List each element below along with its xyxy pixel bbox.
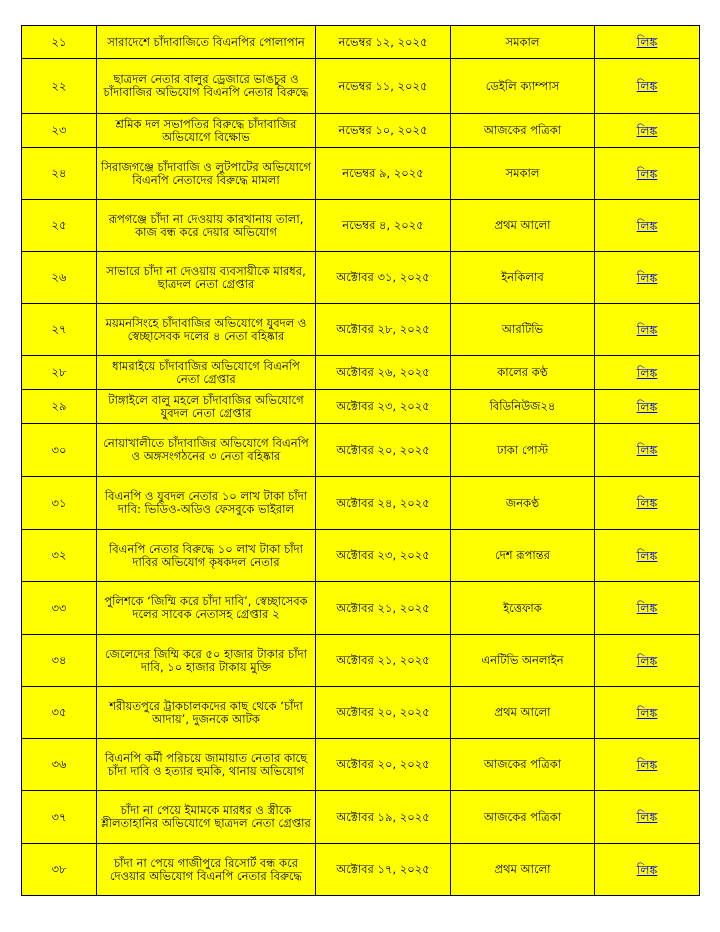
news-headline: সিরাজগঞ্জে চাঁদাবাজি ও লুটপাটের অভিযোগে বিএনপি নেতাদের বিরুদ্ধে মামলা — [97, 148, 316, 200]
news-source: দেশ রূপান্তর — [451, 530, 595, 582]
row-number: ৩৭ — [22, 791, 97, 844]
news-date: অক্টোবর ১৭, ২০২৫ — [316, 844, 451, 896]
link-cell — [595, 59, 700, 114]
news-date: অক্টোবর ২৬, ২০২৫ — [316, 356, 451, 390]
news-date: নভেম্বর ১১, ২০২৫ — [316, 59, 451, 114]
news-date: নভেম্বর ৯, ২০২৫ — [316, 148, 451, 200]
news-link[interactable]: লিঙ্ক — [636, 122, 658, 138]
news-source: ইত্তেফাক — [451, 582, 595, 635]
link-cell — [595, 390, 700, 424]
news-link[interactable]: লিঙ্ক — [636, 34, 658, 49]
link-cell — [595, 844, 700, 896]
news-date: নভেম্বর ৪, ২০২৫ — [316, 200, 451, 252]
news-date: অক্টোবর ২৩, ২০২৫ — [316, 530, 451, 582]
news-link[interactable]: লিঙ্ক — [636, 809, 658, 824]
news-source: আজকের পত্রিকা — [451, 791, 595, 844]
news-date: অক্টোবর ২১, ২০২৫ — [316, 582, 451, 635]
row-number: ৩৫ — [22, 687, 97, 739]
news-source: কালের কণ্ঠ — [451, 356, 595, 390]
news-link[interactable]: লিঙ্ক — [636, 364, 658, 380]
news-link[interactable]: লিঙ্ক — [636, 442, 658, 457]
link-cell — [595, 687, 700, 739]
news-date: অক্টোবর ২৮, ২০২৫ — [316, 304, 451, 356]
news-link[interactable]: লিঙ্ক — [636, 321, 658, 337]
news-headline: ময়মনসিংহে চাঁদাবাজির অভিযোগে যুবদল ও স্বেচ্ছাসেবক দলের ৪ নেতা বহিষ্কার — [97, 304, 316, 356]
link-cell — [595, 356, 700, 390]
news-source: ইনকিলাব — [451, 252, 595, 304]
news-source: ডেইলি ক্যাম্পাস — [451, 59, 595, 114]
row-number: ২৪ — [22, 148, 97, 200]
link-cell — [595, 114, 700, 148]
table-row — [22, 739, 700, 791]
link-cell — [595, 200, 700, 252]
link-cell — [595, 477, 700, 530]
news-source: প্রথম আলো — [451, 687, 595, 739]
link-cell — [595, 26, 700, 59]
news-date: অক্টোবর ২০, ২০২৫ — [316, 739, 451, 791]
news-headline: ছাত্রদল নেতার বালুর ড্রেজারে ভাঙচুর ও চাঁদাবাজির অভিযোগ বিএনপি নেতার বিরুদ্ধে — [97, 59, 316, 114]
news-headline: ধামরাইয়ে চাঁদাবাজির অভিযোগে বিএনপি নেতা গ্রেপ্তার — [97, 356, 316, 390]
table-row — [22, 356, 700, 390]
news-source: সমকাল — [451, 148, 595, 200]
news-date: অক্টোবর ২১, ২০২৫ — [316, 635, 451, 687]
news-headline: বিএনপি ও যুবদল নেতার ১০ লাখ টাকা চাঁদা দাবি: ভিডিও-অডিও ফেসবুকে ভাইরাল — [97, 477, 316, 530]
table-row — [22, 26, 700, 59]
row-number: ৩৮ — [22, 844, 97, 896]
news-date: অক্টোবর ২৪, ২০২৫ — [316, 477, 451, 530]
news-headline: চাঁদা না পেয়ে ইমামকে মারধর ও স্ত্রীকে শ্লীলতাহানির অভিযোগে ছাত্রদল নেতা গ্রেপ্তার — [97, 791, 316, 844]
link-cell — [595, 252, 700, 304]
table-row — [22, 844, 700, 896]
news-source: প্রথম আলো — [451, 844, 595, 896]
row-number: ৩৩ — [22, 582, 97, 635]
news-link[interactable]: লিঙ্ক — [636, 600, 658, 615]
table-row — [22, 200, 700, 252]
news-link[interactable]: লিঙ্ক — [636, 165, 658, 181]
news-source: আরটিভি — [451, 304, 595, 356]
table-row — [22, 791, 700, 844]
news-link[interactable]: লিঙ্ক — [636, 861, 658, 877]
news-link[interactable]: লিঙ্ক — [636, 547, 658, 563]
news-source: আজকের পত্রিকা — [451, 739, 595, 791]
table-row — [22, 582, 700, 635]
link-cell — [595, 635, 700, 687]
link-cell — [595, 582, 700, 635]
news-date: অক্টোবর ১৯, ২০২৫ — [316, 791, 451, 844]
table-row — [22, 114, 700, 148]
table-row — [22, 148, 700, 200]
table-row — [22, 530, 700, 582]
row-number: ৩২ — [22, 530, 97, 582]
row-number: ৩৬ — [22, 739, 97, 791]
news-link[interactable]: লিঙ্ক — [636, 652, 658, 668]
news-source: সমকাল — [451, 26, 595, 59]
news-table — [21, 25, 700, 896]
news-headline: নোয়াখালীতে চাঁদাবাজির অভিযোগে বিএনপি ও অঙ্গসংগঠনের ৩ নেতা বহিষ্কার — [97, 424, 316, 477]
row-number: ২৬ — [22, 252, 97, 304]
link-cell — [595, 148, 700, 200]
row-number: ২৩ — [22, 114, 97, 148]
news-link[interactable]: লিঙ্ক — [636, 704, 658, 720]
row-number: ২৭ — [22, 304, 97, 356]
news-headline: শরীয়তপুরে ট্রাকচালকদের কাছ থেকে ‘চাঁদা আদায়’, দুজনকে আটক — [97, 687, 316, 739]
row-number: ৩১ — [22, 477, 97, 530]
news-date: অক্টোবর ২০, ২০২৫ — [316, 687, 451, 739]
row-number: ২৯ — [22, 390, 97, 424]
row-number: ২৮ — [22, 356, 97, 390]
link-cell — [595, 304, 700, 356]
table-row — [22, 304, 700, 356]
table-row — [22, 390, 700, 424]
row-number: ২১ — [22, 26, 97, 59]
news-link[interactable]: লিঙ্ক — [636, 269, 658, 285]
news-source: আজকের পত্রিকা — [451, 114, 595, 148]
news-headline: বিএনপি নেতার বিরুদ্ধে ১০ লাখ টাকা চাঁদা দাবির অভিযোগ কৃষকদল নেতার — [97, 530, 316, 582]
link-cell — [595, 424, 700, 477]
row-number: ২৫ — [22, 200, 97, 252]
news-headline: সাভারে চাঁদা না দেওয়ায় ব্যবসায়ীকে মারধর, ছাত্রদল নেতা গ্রেপ্তার — [97, 252, 316, 304]
news-source: এনটিভি অনলাইন — [451, 635, 595, 687]
table-row — [22, 252, 700, 304]
news-link[interactable]: লিঙ্ক — [636, 78, 658, 93]
news-link[interactable]: লিঙ্ক — [636, 495, 658, 510]
table-row — [22, 424, 700, 477]
news-headline: চাঁদা না পেয়ে গাজীপুরে রিসোর্ট বন্ধ করে দেওয়ার অভিযোগ বিএনপি নেতার বিরুদ্ধে — [97, 844, 316, 896]
news-source: বিডিনিউজ২৪ — [451, 390, 595, 424]
news-source: ঢাকা পোস্ট — [451, 424, 595, 477]
news-date: নভেম্বর ১০, ২০২৫ — [316, 114, 451, 148]
link-cell — [595, 739, 700, 791]
news-headline: বিএনপি কর্মী পরিচয়ে জামায়াত নেতার কাছে চাঁদা দাবি ও হত্যার হুমকি, থানায় অভিযোগ — [97, 739, 316, 791]
news-source: জনকণ্ঠ — [451, 477, 595, 530]
news-link[interactable]: লিঙ্ক — [636, 756, 658, 772]
table-row — [22, 59, 700, 114]
row-number: ৩৪ — [22, 635, 97, 687]
news-headline: টাঙ্গাইলে বালু মহলে চাঁদাবাজির অভিযোগে যুবদল নেতা গ্রেপ্তার — [97, 390, 316, 424]
table-row — [22, 687, 700, 739]
news-headline: রূপগঞ্জে চাঁদা না দেওয়ায় কারখানায় তালা, কাজ বন্ধ করে দেয়ার অভিযোগ — [97, 200, 316, 252]
row-number: ৩০ — [22, 424, 97, 477]
news-headline: জেলেদের জিম্মি করে ৫০ হাজার টাকার চাঁদা দাবি, ১০ হাজার টাকায় মুক্তি — [97, 635, 316, 687]
table-row — [22, 477, 700, 530]
news-source: প্রথম আলো — [451, 200, 595, 252]
news-headline: শ্রমিক দল সভাপতির বিরুদ্ধে চাঁদাবাজির অভিযোগে বিক্ষোভ — [97, 114, 316, 148]
link-cell — [595, 530, 700, 582]
news-date: অক্টোবর ২০, ২০২৫ — [316, 424, 451, 477]
news-headline: সারাদেশে চাঁদাবাজিতে বিএনপির পোলাপান — [97, 26, 316, 59]
news-link[interactable]: লিঙ্ক — [636, 398, 658, 414]
news-date: অক্টোবর ৩১, ২০২৫ — [316, 252, 451, 304]
news-link[interactable]: লিঙ্ক — [636, 217, 658, 233]
news-date: অক্টোবর ২৩, ২০২৫ — [316, 390, 451, 424]
table-row — [22, 635, 700, 687]
row-number: ২২ — [22, 59, 97, 114]
news-table-body — [22, 26, 700, 896]
link-cell — [595, 791, 700, 844]
news-headline: পুলিশকে ‘জিম্মি করে চাঁদা দাবি’, স্বেচ্ছাসেবক দলের সাবেক নেতাসহ গ্রেপ্তার ২ — [97, 582, 316, 635]
news-date: নভেম্বর ১২, ২০২৫ — [316, 26, 451, 59]
